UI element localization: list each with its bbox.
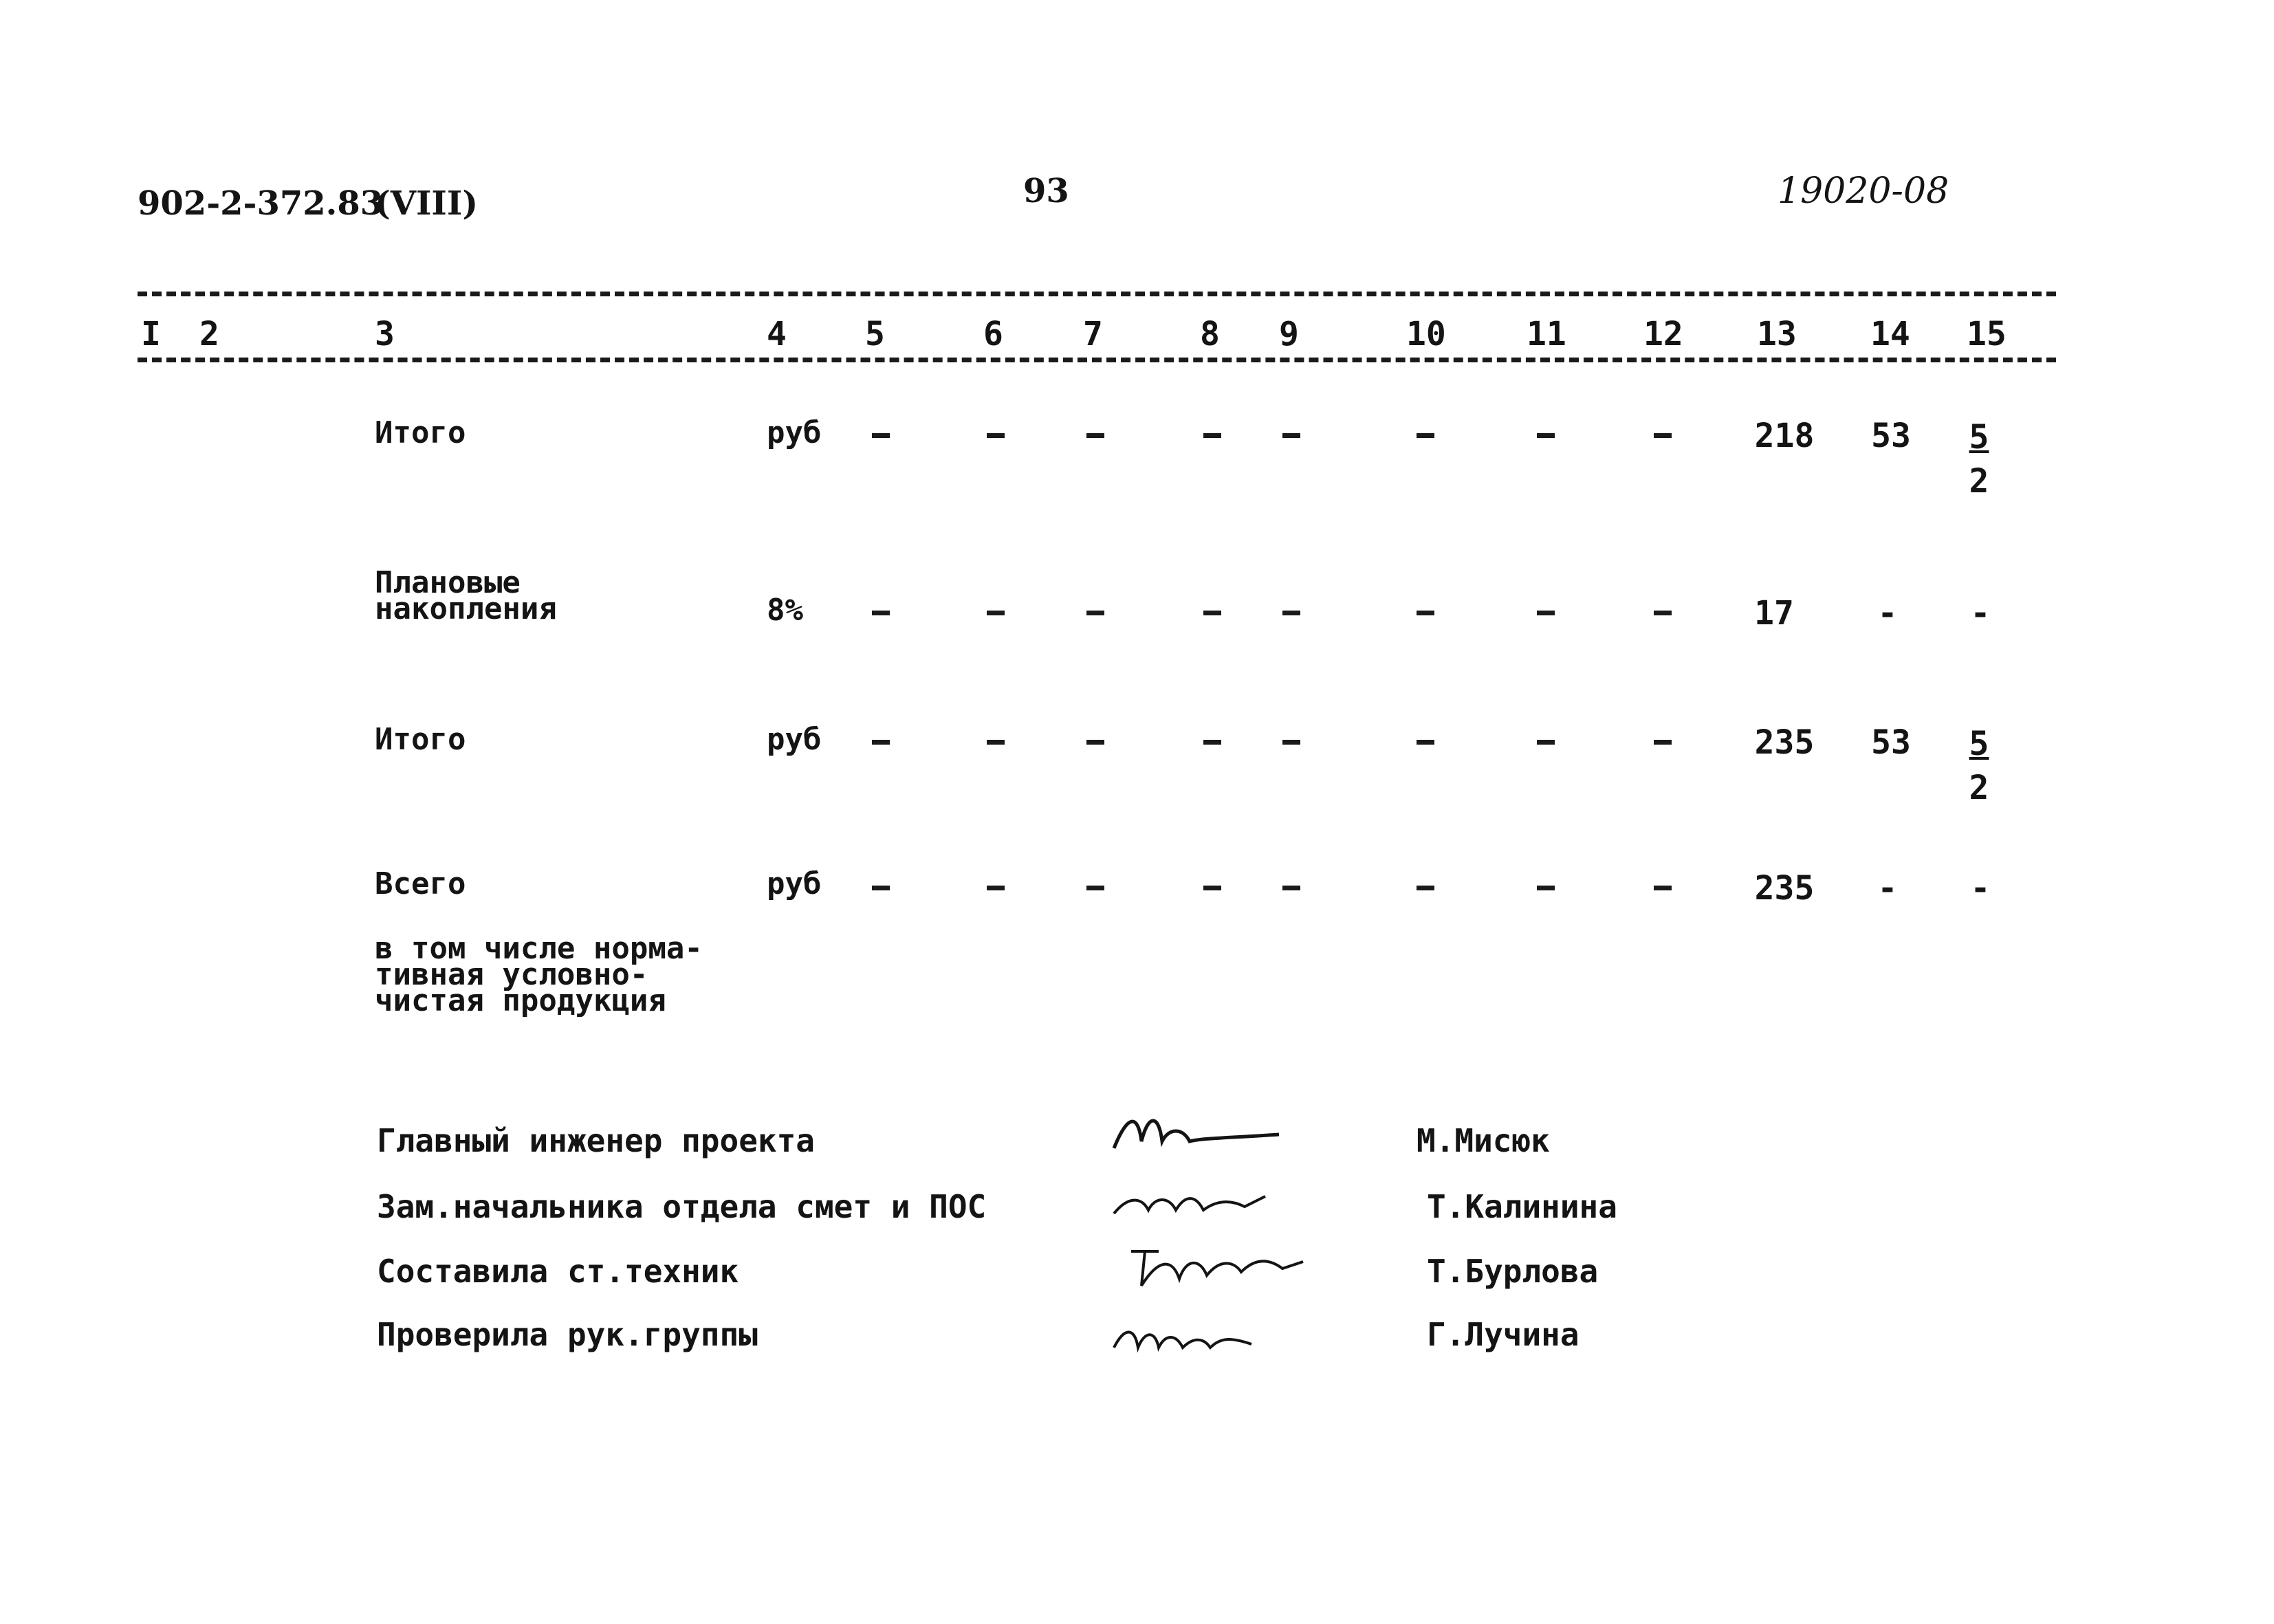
cell-col14: - [1877, 594, 1898, 633]
column-number: 14 [1870, 315, 1910, 353]
cell-col14: 53 [1871, 723, 1911, 762]
empty-cell-dash [1203, 433, 1221, 438]
fraction-denominator: 2 [1969, 769, 1989, 807]
document-code: 902-2-372.83 [138, 184, 384, 223]
column-number: 8 [1200, 315, 1220, 353]
empty-cell-dash [872, 740, 890, 745]
row-unit: руб [767, 415, 822, 450]
empty-cell-dash [987, 433, 1005, 438]
empty-cell-dash [1654, 611, 1672, 615]
signature-role: Главный инженер проекта [377, 1122, 815, 1159]
empty-cell-dash [1086, 433, 1104, 438]
empty-cell-dash [1086, 886, 1104, 890]
row-label-line2: накопления [375, 591, 557, 626]
empty-cell-dash [1203, 740, 1221, 745]
empty-cell-dash [1282, 886, 1300, 890]
fraction-numerator: 5 [1969, 418, 1989, 457]
empty-cell-dash [1537, 611, 1555, 615]
empty-cell-dash [1654, 433, 1672, 438]
empty-cell-dash [1417, 611, 1434, 615]
empty-cell-dash [1086, 740, 1104, 745]
cell-col13: 17 [1754, 594, 1794, 633]
fraction-numerator: 5 [1969, 725, 1989, 763]
handwritten-signature [1100, 1100, 1307, 1162]
row-label-line1: Плановые [375, 565, 521, 600]
note-line: тивная условно- [375, 957, 648, 992]
column-number: 3 [375, 315, 395, 353]
empty-cell-dash [872, 886, 890, 890]
signature-role: Составила ст.техник [377, 1253, 739, 1290]
empty-cell-dash [1537, 886, 1555, 890]
column-number: 10 [1406, 315, 1446, 353]
cell-col15-fraction [1965, 722, 1993, 810]
empty-cell-dash [872, 611, 890, 615]
empty-cell-dash [1417, 886, 1434, 890]
empty-cell-dash [1537, 433, 1555, 438]
note-line: в том числе норма- [375, 931, 703, 966]
signatory-name: М.Мисюк [1417, 1122, 1550, 1159]
signatory-name: Г.Лучина [1427, 1316, 1579, 1353]
row-unit: руб [767, 722, 822, 757]
empty-cell-dash [1282, 740, 1300, 745]
column-number: 13 [1757, 315, 1797, 353]
empty-cell-dash [872, 433, 890, 438]
empty-cell-dash [1654, 740, 1672, 745]
row-unit: руб [767, 866, 822, 901]
column-number: 9 [1279, 315, 1299, 353]
cell-col14: 53 [1871, 417, 1911, 455]
row-label: Всего [375, 866, 466, 901]
cell-col15: - [1970, 594, 1991, 633]
empty-cell-dash [987, 886, 1005, 890]
page-number: 93 [1023, 172, 1069, 210]
top-dashed-rule [138, 292, 2056, 296]
column-number: 7 [1083, 315, 1103, 353]
column-number: 11 [1527, 315, 1566, 353]
column-number: 5 [865, 315, 885, 353]
empty-cell-dash [987, 611, 1005, 615]
column-number: 2 [199, 315, 219, 353]
document-part: (VIII) [375, 184, 479, 223]
empty-cell-dash [1417, 740, 1434, 745]
empty-cell-dash [1203, 886, 1221, 890]
cell-col13: 218 [1754, 417, 1815, 455]
empty-cell-dash [1654, 886, 1672, 890]
signatory-name: Т.Бурлова [1427, 1253, 1599, 1290]
handwritten-signature [1117, 1231, 1324, 1293]
empty-cell-dash [1282, 611, 1300, 615]
signatory-name: Т.Калинина [1427, 1188, 1617, 1225]
cell-col15: - [1970, 869, 1991, 908]
empty-cell-dash [1537, 740, 1555, 745]
column-number: I [141, 315, 161, 353]
cell-col15-fraction [1965, 415, 1993, 503]
column-number: 15 [1967, 315, 2007, 353]
empty-cell-dash [987, 740, 1005, 745]
cell-col13: 235 [1754, 869, 1815, 908]
cell-col14: - [1877, 869, 1898, 908]
row-unit: 8% [767, 593, 803, 628]
header-dashed-rule [138, 358, 2056, 362]
handwritten-signature [1100, 1306, 1307, 1368]
fraction-denominator: 2 [1969, 462, 1989, 501]
column-number: 4 [767, 315, 787, 353]
signature-role: Зам.начальника отдела смет и ПОС [377, 1188, 987, 1225]
empty-cell-dash [1282, 433, 1300, 438]
empty-cell-dash [1203, 611, 1221, 615]
row-label: Итого [375, 415, 466, 450]
column-number: 12 [1643, 315, 1683, 353]
handwritten-signature [1100, 1169, 1307, 1231]
signature-role: Проверила рук.группы [377, 1316, 758, 1353]
row-label: Итого [375, 722, 466, 757]
empty-cell-dash [1086, 611, 1104, 615]
empty-cell-dash [1417, 433, 1434, 438]
note-line: чистая продукция [375, 983, 666, 1018]
column-number: 6 [983, 315, 1003, 353]
cell-col13: 235 [1754, 723, 1815, 762]
archive-number: 19020-08 [1778, 171, 1949, 212]
